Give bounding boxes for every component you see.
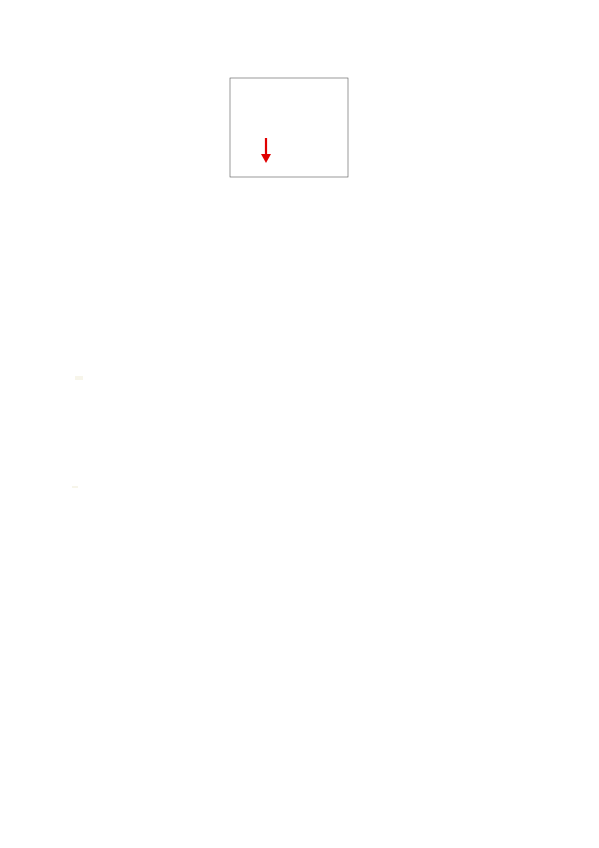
histogram-figure (222, 76, 352, 192)
n8-grid-diagram (422, 442, 506, 522)
n4-equation (75, 376, 83, 380)
n4-grid-diagram (425, 336, 501, 411)
n8-equation (72, 486, 78, 488)
